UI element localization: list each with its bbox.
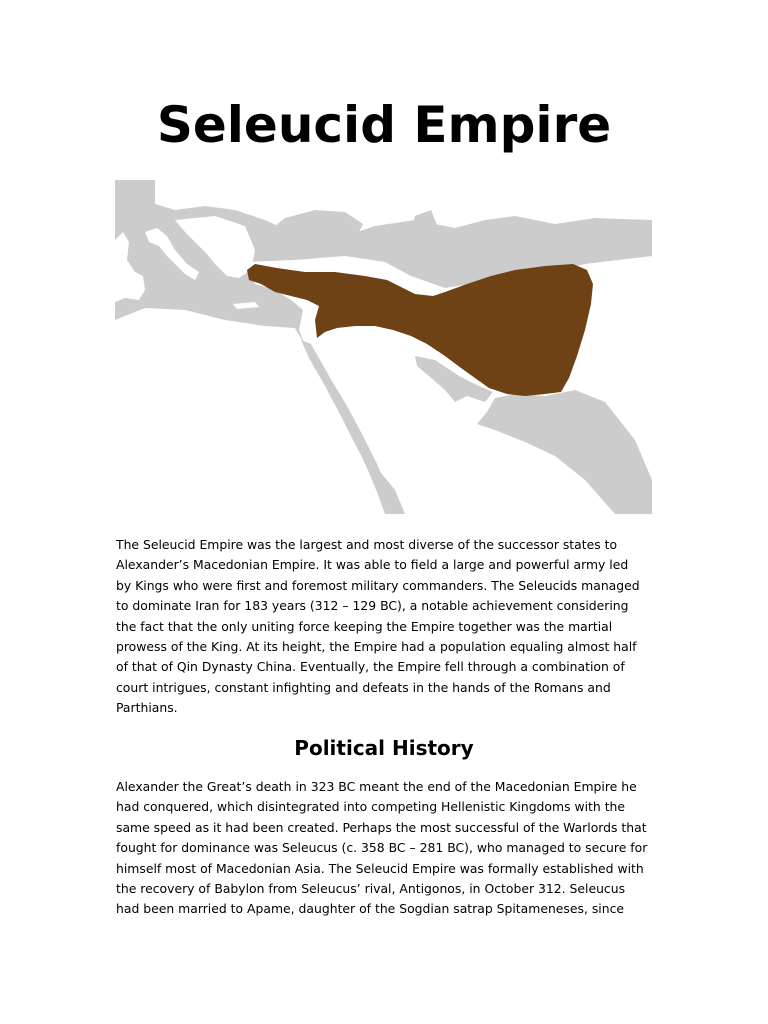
intro-line: to dominate Iran for 183 years (312 – 129 BC), a notable achievement considering xyxy=(116,598,629,614)
empire-map xyxy=(115,180,652,514)
history-line: Alexander the Great’s death in 323 BC meant the end of the Macedonian Empire he xyxy=(116,779,637,794)
intro-line: by Kings who were first and foremost military commanders. The Seleucids managed xyxy=(116,577,640,593)
history-line: had conquered, which disintegrated into competing Hellenistic Kingdoms with the xyxy=(116,799,626,815)
intro-line: prowess of the King. At its height, the Empire had a population equaling almost half xyxy=(116,639,637,655)
intro-line: The Seleucid Empire was the largest and most diverse of the successor states to xyxy=(116,537,618,552)
intro-line: Parthians. xyxy=(116,700,178,716)
history-line: same speed as it had been created. Perhaps the most successful of the Warlords that xyxy=(116,819,647,835)
intro-line: the fact that the only uniting force keeping the Empire together was the martial xyxy=(116,618,613,634)
history-line: had been married to Apame, daughter of the Sogdian satrap Spitameneses, since xyxy=(116,901,625,917)
page-title: Seleucid Empire xyxy=(156,96,612,154)
intro-line: of that of Qin Dynasty China. Eventually, the Empire fell through a combination of xyxy=(116,659,625,675)
history-paragraph xyxy=(116,777,656,920)
history-line: fought for dominance was Seleucus (c. 358 BC – 281 BC), who managed to secure for xyxy=(116,840,648,856)
section-heading: Political History xyxy=(294,736,474,760)
intro-paragraph xyxy=(116,535,656,719)
history-line: himself most of Macedonian Asia. The Seleucid Empire was formally established with xyxy=(116,860,644,876)
history-line: the recovery of Babylon from Seleucus’ rival, Antigonos, in October 312. Seleucus xyxy=(116,881,626,897)
intro-line: court intrigues, constant infighting and defeats in the hands of the Romans and xyxy=(116,679,611,695)
intro-line: Alexander’s Macedonian Empire. It was able to field a large and powerful army led xyxy=(116,557,629,573)
empire-map-svg xyxy=(115,180,652,514)
